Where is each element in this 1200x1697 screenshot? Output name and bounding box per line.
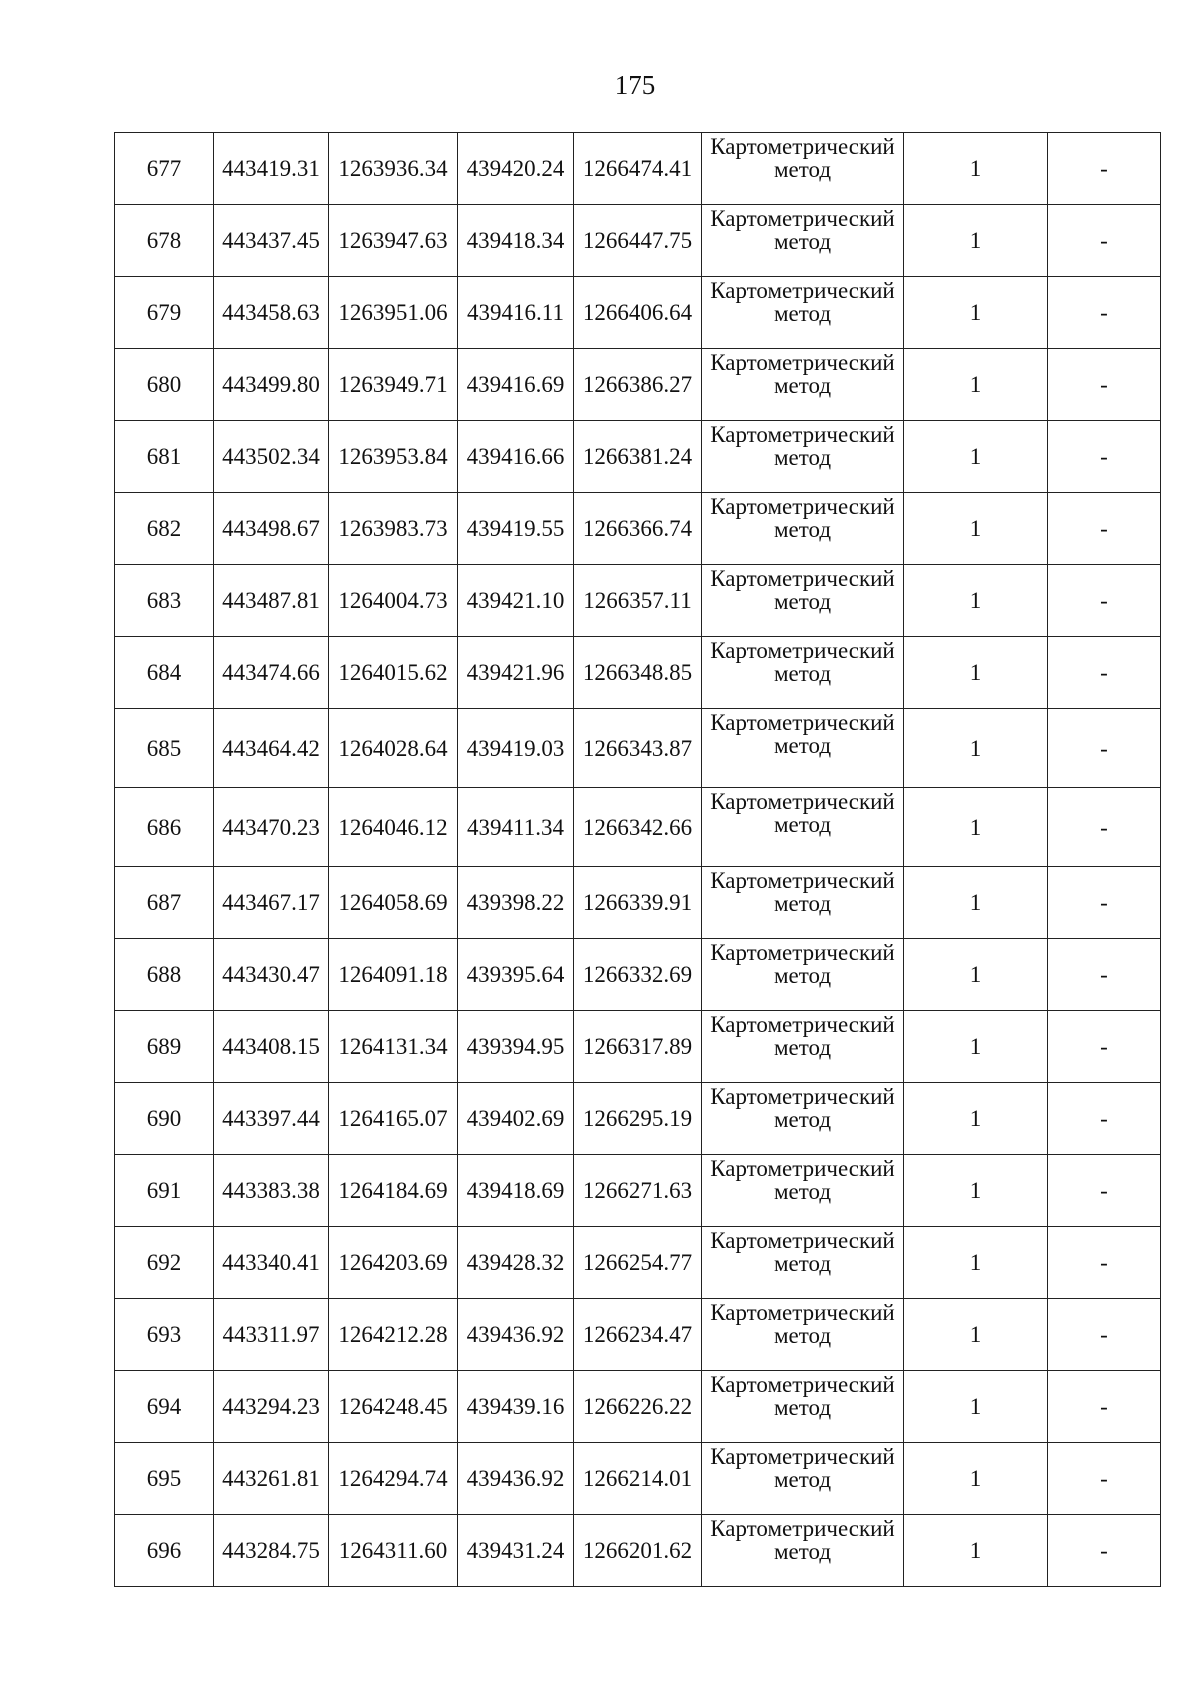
y2-cell: 1266343.87 <box>574 709 702 788</box>
method-cell <box>702 349 904 421</box>
table-row <box>115 493 1161 565</box>
x1-cell: 443419.31 <box>214 133 329 205</box>
y1-cell: 1264028.64 <box>329 709 458 788</box>
note-cell: - <box>1048 637 1161 709</box>
point-number-cell: 688 <box>115 939 214 1011</box>
method-line-1: Картометрический <box>710 940 895 965</box>
note-cell: - <box>1048 133 1161 205</box>
point-number-cell: 680 <box>115 349 214 421</box>
x2-cell: 439439.16 <box>458 1371 574 1443</box>
x2-cell: 439416.66 <box>458 421 574 493</box>
method-line-2: метод <box>773 963 832 988</box>
table-row <box>115 867 1161 939</box>
method-line-1: Картометрический <box>710 1012 895 1037</box>
accuracy-cell: 1 <box>904 277 1048 349</box>
page-number: 175 <box>614 70 656 100</box>
method-line-1: Картометрический <box>710 1444 895 1469</box>
method-line-2: метод <box>773 157 832 182</box>
point-number-cell: 681 <box>115 421 214 493</box>
point-number-cell: 682 <box>115 493 214 565</box>
x1-cell: 443499.80 <box>214 349 329 421</box>
table-row <box>115 565 1161 637</box>
method-cell <box>702 1299 904 1371</box>
table-row <box>115 1083 1161 1155</box>
method-cell <box>702 788 904 867</box>
y1-cell: 1264212.28 <box>329 1299 458 1371</box>
method-line-1: Картометрический <box>710 206 895 231</box>
point-number-cell: 689 <box>115 1011 214 1083</box>
method-cell <box>702 133 904 205</box>
x2-cell: 439431.24 <box>458 1515 574 1587</box>
x2-cell: 439428.32 <box>458 1227 574 1299</box>
table-row <box>115 788 1161 867</box>
x2-cell: 439436.92 <box>458 1443 574 1515</box>
x1-cell: 443311.97 <box>214 1299 329 1371</box>
x1-cell: 443467.17 <box>214 867 329 939</box>
table-row <box>115 349 1161 421</box>
note-cell: - <box>1048 205 1161 277</box>
y1-cell: 1264294.74 <box>329 1443 458 1515</box>
y1-cell: 1264203.69 <box>329 1227 458 1299</box>
method-cell <box>702 565 904 637</box>
point-number-cell: 679 <box>115 277 214 349</box>
accuracy-cell: 1 <box>904 133 1048 205</box>
accuracy-cell: 1 <box>904 421 1048 493</box>
y1-cell: 1264046.12 <box>329 788 458 867</box>
method-cell <box>702 493 904 565</box>
method-line-1: Картометрический <box>710 1156 895 1181</box>
x1-cell: 443487.81 <box>214 565 329 637</box>
accuracy-cell: 1 <box>904 493 1048 565</box>
point-number-cell: 683 <box>115 565 214 637</box>
method-line-2: метод <box>773 1467 832 1492</box>
table-row <box>115 133 1161 205</box>
method-line-2: метод <box>773 891 832 916</box>
x1-cell: 443397.44 <box>214 1083 329 1155</box>
method-cell <box>702 637 904 709</box>
method-line-1: Картометрический <box>710 1372 895 1397</box>
method-cell <box>702 205 904 277</box>
y2-cell: 1266226.22 <box>574 1371 702 1443</box>
accuracy-cell: 1 <box>904 1227 1048 1299</box>
method-line-2: метод <box>773 1323 832 1348</box>
y2-cell: 1266447.75 <box>574 205 702 277</box>
method-line-2: метод <box>773 589 832 614</box>
y2-cell: 1266254.77 <box>574 1227 702 1299</box>
method-line-1: Картометрический <box>710 494 895 519</box>
x2-cell: 439420.24 <box>458 133 574 205</box>
y2-cell: 1266295.19 <box>574 1083 702 1155</box>
y1-cell: 1264311.60 <box>329 1515 458 1587</box>
method-line-1: Картометрический <box>710 868 895 893</box>
x1-cell: 443498.67 <box>214 493 329 565</box>
method-line-2: метод <box>773 1539 832 1564</box>
point-number-cell: 687 <box>115 867 214 939</box>
accuracy-cell: 1 <box>904 1155 1048 1227</box>
method-line-1: Картометрический <box>710 350 895 375</box>
y2-cell: 1266317.89 <box>574 1011 702 1083</box>
x2-cell: 439419.55 <box>458 493 574 565</box>
table-row <box>115 1227 1161 1299</box>
y1-cell: 1263953.84 <box>329 421 458 493</box>
method-line-2: метод <box>773 445 832 470</box>
y2-cell: 1266332.69 <box>574 939 702 1011</box>
table-row <box>115 1155 1161 1227</box>
note-cell: - <box>1048 1227 1161 1299</box>
point-number-cell: 696 <box>115 1515 214 1587</box>
y1-cell: 1264184.69 <box>329 1155 458 1227</box>
y1-cell: 1263951.06 <box>329 277 458 349</box>
x2-cell: 439419.03 <box>458 709 574 788</box>
y2-cell: 1266381.24 <box>574 421 702 493</box>
method-cell <box>702 1227 904 1299</box>
note-cell: - <box>1048 1371 1161 1443</box>
point-number-cell: 695 <box>115 1443 214 1515</box>
method-line-1: Картометрический <box>710 1300 895 1325</box>
accuracy-cell: 1 <box>904 1443 1048 1515</box>
y2-cell: 1266474.41 <box>574 133 702 205</box>
note-cell: - <box>1048 1083 1161 1155</box>
method-line-1: Картометрический <box>710 1084 895 1109</box>
method-line-2: метод <box>773 1035 832 1060</box>
method-line-1: Картометрический <box>710 1516 895 1541</box>
x1-cell: 443502.34 <box>214 421 329 493</box>
method-cell <box>702 277 904 349</box>
x1-cell: 443458.63 <box>214 277 329 349</box>
method-cell <box>702 867 904 939</box>
y1-cell: 1263949.71 <box>329 349 458 421</box>
x2-cell: 439416.11 <box>458 277 574 349</box>
x2-cell: 439394.95 <box>458 1011 574 1083</box>
accuracy-cell: 1 <box>904 205 1048 277</box>
method-cell <box>702 1443 904 1515</box>
point-number-cell: 678 <box>115 205 214 277</box>
accuracy-cell: 1 <box>904 1299 1048 1371</box>
note-cell: - <box>1048 1299 1161 1371</box>
point-number-cell: 677 <box>115 133 214 205</box>
x2-cell: 439421.96 <box>458 637 574 709</box>
y2-cell: 1266214.01 <box>574 1443 702 1515</box>
x1-cell: 443470.23 <box>214 788 329 867</box>
point-number-cell: 694 <box>115 1371 214 1443</box>
x1-cell: 443284.75 <box>214 1515 329 1587</box>
accuracy-cell: 1 <box>904 349 1048 421</box>
y1-cell: 1263983.73 <box>329 493 458 565</box>
method-line-1: Картометрический <box>710 566 895 591</box>
method-line-2: метод <box>773 1107 832 1132</box>
method-line-1: Картометрический <box>710 1228 895 1253</box>
coordinates-table <box>114 132 1161 1587</box>
point-number-cell: 690 <box>115 1083 214 1155</box>
x2-cell: 439411.34 <box>458 788 574 867</box>
x1-cell: 443437.45 <box>214 205 329 277</box>
note-cell: - <box>1048 421 1161 493</box>
table-row <box>115 1299 1161 1371</box>
method-cell <box>702 1011 904 1083</box>
x1-cell: 443294.23 <box>214 1371 329 1443</box>
note-cell: - <box>1048 1011 1161 1083</box>
x2-cell: 439418.34 <box>458 205 574 277</box>
table-row <box>115 1443 1161 1515</box>
y1-cell: 1264004.73 <box>329 565 458 637</box>
method-cell <box>702 1155 904 1227</box>
point-number-cell: 692 <box>115 1227 214 1299</box>
method-cell <box>702 1515 904 1587</box>
x1-cell: 443464.42 <box>214 709 329 788</box>
method-line-2: метод <box>773 517 832 542</box>
y1-cell: 1264165.07 <box>329 1083 458 1155</box>
x2-cell: 439416.69 <box>458 349 574 421</box>
y2-cell: 1266271.63 <box>574 1155 702 1227</box>
table-row <box>115 709 1161 788</box>
method-cell <box>702 421 904 493</box>
y2-cell: 1266406.64 <box>574 277 702 349</box>
table-body <box>115 133 1161 1587</box>
y2-cell: 1266234.47 <box>574 1299 702 1371</box>
accuracy-cell: 1 <box>904 1083 1048 1155</box>
accuracy-cell: 1 <box>904 637 1048 709</box>
x1-cell: 443383.38 <box>214 1155 329 1227</box>
accuracy-cell: 1 <box>904 1371 1048 1443</box>
method-cell <box>702 709 904 788</box>
x1-cell: 443430.47 <box>214 939 329 1011</box>
accuracy-cell: 1 <box>904 788 1048 867</box>
method-line-1: Картометрический <box>710 789 895 814</box>
x1-cell: 443340.41 <box>214 1227 329 1299</box>
y2-cell: 1266201.62 <box>574 1515 702 1587</box>
y1-cell: 1264091.18 <box>329 939 458 1011</box>
x2-cell: 439418.69 <box>458 1155 574 1227</box>
accuracy-cell: 1 <box>904 867 1048 939</box>
y1-cell: 1264058.69 <box>329 867 458 939</box>
method-line-2: метод <box>773 229 832 254</box>
method-line-2: метод <box>773 812 832 837</box>
note-cell: - <box>1048 1155 1161 1227</box>
y1-cell: 1264131.34 <box>329 1011 458 1083</box>
table-row <box>115 277 1161 349</box>
y2-cell: 1266366.74 <box>574 493 702 565</box>
table-row <box>115 205 1161 277</box>
accuracy-cell: 1 <box>904 939 1048 1011</box>
y2-cell: 1266342.66 <box>574 788 702 867</box>
method-line-2: метод <box>773 373 832 398</box>
x2-cell: 439421.10 <box>458 565 574 637</box>
accuracy-cell: 1 <box>904 565 1048 637</box>
y1-cell: 1263947.63 <box>329 205 458 277</box>
note-cell: - <box>1048 867 1161 939</box>
table-row <box>115 1371 1161 1443</box>
x1-cell: 443261.81 <box>214 1443 329 1515</box>
accuracy-cell: 1 <box>904 1515 1048 1587</box>
note-cell: - <box>1048 939 1161 1011</box>
table-row <box>115 939 1161 1011</box>
x1-cell: 443408.15 <box>214 1011 329 1083</box>
method-line-2: метод <box>773 1251 832 1276</box>
note-cell: - <box>1048 565 1161 637</box>
y2-cell: 1266339.91 <box>574 867 702 939</box>
accuracy-cell: 1 <box>904 709 1048 788</box>
method-line-1: Картометрический <box>710 710 895 735</box>
table-row <box>115 637 1161 709</box>
x2-cell: 439398.22 <box>458 867 574 939</box>
method-line-2: метод <box>773 1395 832 1420</box>
accuracy-cell: 1 <box>904 1011 1048 1083</box>
x2-cell: 439436.92 <box>458 1299 574 1371</box>
x2-cell: 439402.69 <box>458 1083 574 1155</box>
method-line-1: Картометрический <box>710 134 895 159</box>
point-number-cell: 685 <box>115 709 214 788</box>
point-number-cell: 686 <box>115 788 214 867</box>
method-line-2: метод <box>773 1179 832 1204</box>
y2-cell: 1266357.11 <box>574 565 702 637</box>
point-number-cell: 691 <box>115 1155 214 1227</box>
point-number-cell: 693 <box>115 1299 214 1371</box>
method-line-1: Картометрический <box>710 422 895 447</box>
x2-cell: 439395.64 <box>458 939 574 1011</box>
note-cell: - <box>1048 1515 1161 1587</box>
y2-cell: 1266348.85 <box>574 637 702 709</box>
note-cell: - <box>1048 788 1161 867</box>
y1-cell: 1263936.34 <box>329 133 458 205</box>
method-cell <box>702 1371 904 1443</box>
note-cell: - <box>1048 493 1161 565</box>
method-line-1: Картометрический <box>710 638 895 663</box>
y1-cell: 1264015.62 <box>329 637 458 709</box>
y2-cell: 1266386.27 <box>574 349 702 421</box>
note-cell: - <box>1048 277 1161 349</box>
y1-cell: 1264248.45 <box>329 1371 458 1443</box>
table-row <box>115 421 1161 493</box>
note-cell: - <box>1048 709 1161 788</box>
point-number-cell: 684 <box>115 637 214 709</box>
method-line-2: метод <box>773 661 832 686</box>
method-cell <box>702 939 904 1011</box>
note-cell: - <box>1048 1443 1161 1515</box>
table-row <box>115 1515 1161 1587</box>
note-cell: - <box>1048 349 1161 421</box>
method-line-2: метод <box>773 301 832 326</box>
table-row <box>115 1011 1161 1083</box>
x1-cell: 443474.66 <box>214 637 329 709</box>
method-line-2: метод <box>773 733 832 758</box>
method-line-1: Картометрический <box>710 278 895 303</box>
method-cell <box>702 1083 904 1155</box>
